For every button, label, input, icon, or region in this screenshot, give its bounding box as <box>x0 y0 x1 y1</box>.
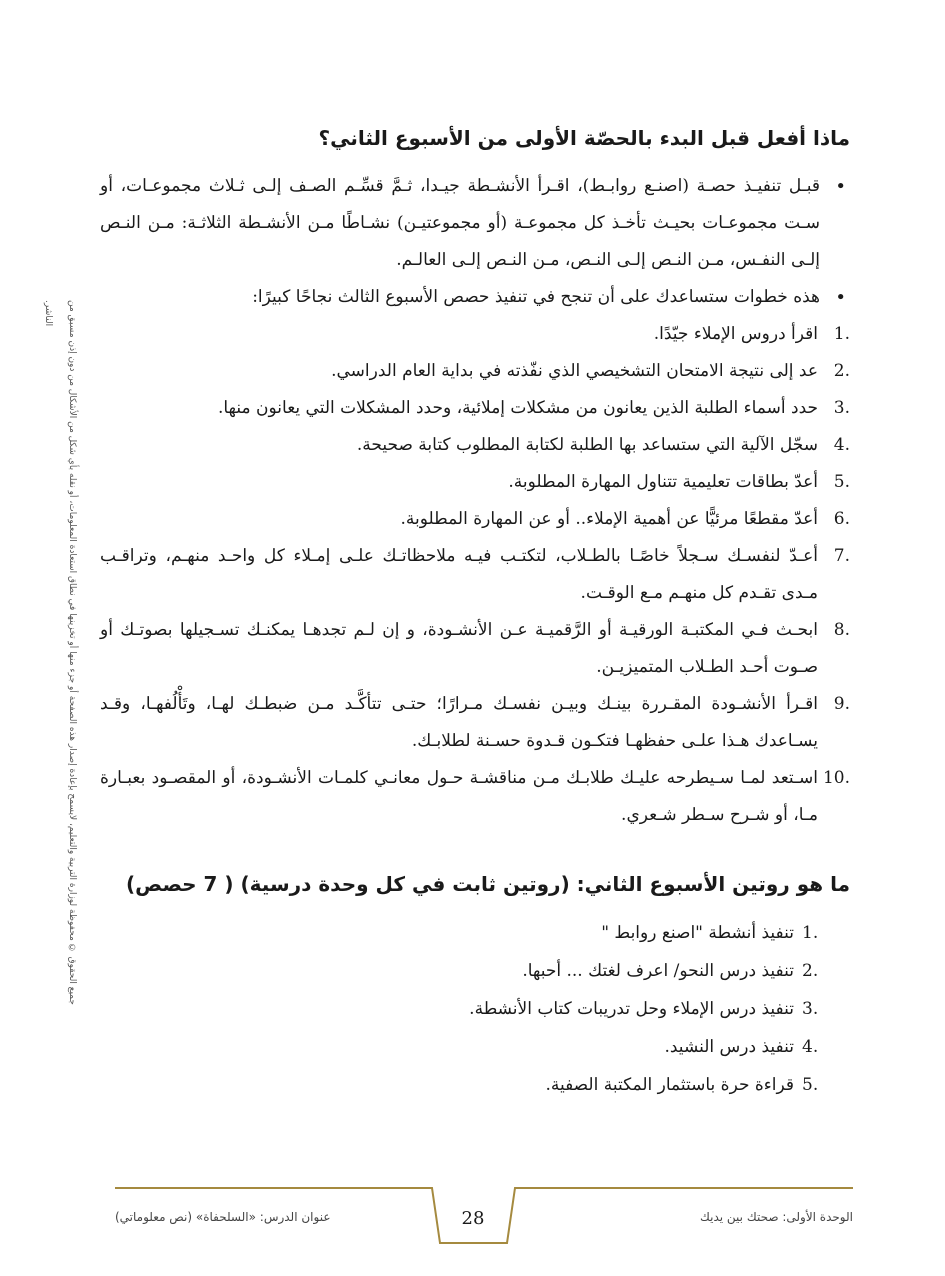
routine-number: 3. <box>802 999 819 1019</box>
routine-text: تنفيذ درس النحو/ اعرف لغتك ... أحبها. <box>522 961 794 981</box>
section-heading-before-first-lesson: ماذا أفعل قبل البدء بالحصّة الأولى من الأسبوع الثاني؟ <box>318 126 850 150</box>
step-text: عد إلى نتيجة الامتحان التشخيصي الذي نفّذته في بداية العام الدراسي. <box>331 361 818 381</box>
step-number: 2. <box>833 361 850 381</box>
step-number: 5. <box>833 472 850 492</box>
section-heading-weekly-routine: ما هو روتين الأسبوع الثاني: (روتين ثابت في كل وحدة درسية) ( 7 حصص) <box>126 872 850 896</box>
routine-text: تنفيذ درس النشيد. <box>664 1037 794 1057</box>
routine-number: 5. <box>802 1075 819 1095</box>
step-text: سجّل الآلية التي ستساعد بها الطلبة لكتابة المطلوب كتابة صحيحة. <box>356 435 818 455</box>
step-number: 10. <box>822 768 850 788</box>
footer-unit-title: الوحدة الأولى: صحتك بين يديك <box>700 1210 853 1224</box>
step-number: 8. <box>833 620 850 640</box>
routine-text: تنفيذ درس الإملاء وحل تدريبات كتاب الأنشطة. <box>469 999 794 1019</box>
step-text: أعدّ بطاقات تعليمية تتناول المهارة المطلوبة. <box>508 472 818 492</box>
step-number: 4. <box>833 435 850 455</box>
step-text: أعدّ مقطعًا مرئيًّا عن أهمية الإملاء.. أو عن المهارة المطلوبة. <box>400 509 818 529</box>
routine-number: 1. <box>802 923 819 943</box>
step-text: ابحـث فـي المكتبـة الورقيـة أو الرَّقميـة عـن الأنشـودة، و إن لـم تجدهـا يمكنـك تسـجيلها بصوتـك أو صـوت أحـد الطـلاب المتميزيـن. <box>100 620 818 677</box>
routine-number: 2. <box>802 961 819 981</box>
step-number: 7. <box>833 546 850 566</box>
step-number: 6. <box>833 509 850 529</box>
step-number: 1. <box>833 324 850 344</box>
step-number: 3. <box>833 398 850 418</box>
step-text: حدد أسماء الطلبة الذين يعانون من مشكلات إملائية، وحدد المشكلات التي يعانون منها. <box>217 398 818 418</box>
page-number: 28 <box>461 1208 485 1229</box>
step-text: أعـدّ لنفسـك سـجلاً خاصًـا بالطـلاب، لتكتـب فيـه ملاحظاتـك علـى إمـلاء كل واحـد منهـم، وتراقـب مـدى تقـدم كل منهـم مـع الوقـت. <box>100 546 818 603</box>
routine-number: 4. <box>802 1037 819 1057</box>
bullet-item: • هذه خطوات ستساعدك على أن تنجح في تنفيذ حصص الأسبوع الثالث نجاحًا كبيرًا: <box>100 279 850 316</box>
routine-text: تنفيذ أنشطة "اصنع روابط " <box>601 923 794 943</box>
footer-lesson-title: عنوان الدرس: «السلحفاة» (نص معلوماتي) <box>115 1210 331 1224</box>
step-text: اقرأ دروس الإملاء جيّدًا. <box>653 324 818 344</box>
routine-text: قراءة حرة باستثمار المكتبة الصفية. <box>545 1075 794 1095</box>
step-number: 9. <box>833 694 850 714</box>
step-text: اقـرأ الأنشـودة المقـررة بينـك وبيـن نفسـك مـرارًا؛ حتـى تتأكَّـد مـن ضبطـك لهـا، وتَأْلُفهـا، وقـد يسـاعدك هـذا علـى حفظهـا فتكـون قـدوة حسـنة لطلابـك. <box>100 694 818 751</box>
bullet-item: • قبـل تنفيـذ حصـة (اصنـع روابـط)، اقـرأ الأنشـطة جيـدا، ثـمَّ قسِّـم الصـف إلـى ثـلاث مجموعـات، أو سـت مجموعـات بحيـث تأخـذ كل مجموعـة (أو مجموعتيـن) نشـاطًا مـن الأنشـطة الثلاثـة: مـن النـص إلـى النفـس، مـن النـص إلـى النـص، مـن النـص إلـى العالـم. <box>100 168 850 279</box>
step-text: اسـتعد لمـا سـيطرحه عليـك طلابـك مـن مناقشـة حـول معانـي كلمـات الأنشـودة، أو المقصـود بعبـارة مـا، أو شـرح سـطر شـعري. <box>100 768 818 825</box>
copyright-note: جميع الحقوق © محفوظة لوزارة التربية والتعليم، لايسمح بإعادة إصدار هذه الصفحة أو جزء منها أو تخزينها في نطاق استعادة المعلومات، أو نقله بأي شكل من الأشكال من دون إذن مسبق من الناشر. <box>43 300 77 1005</box>
